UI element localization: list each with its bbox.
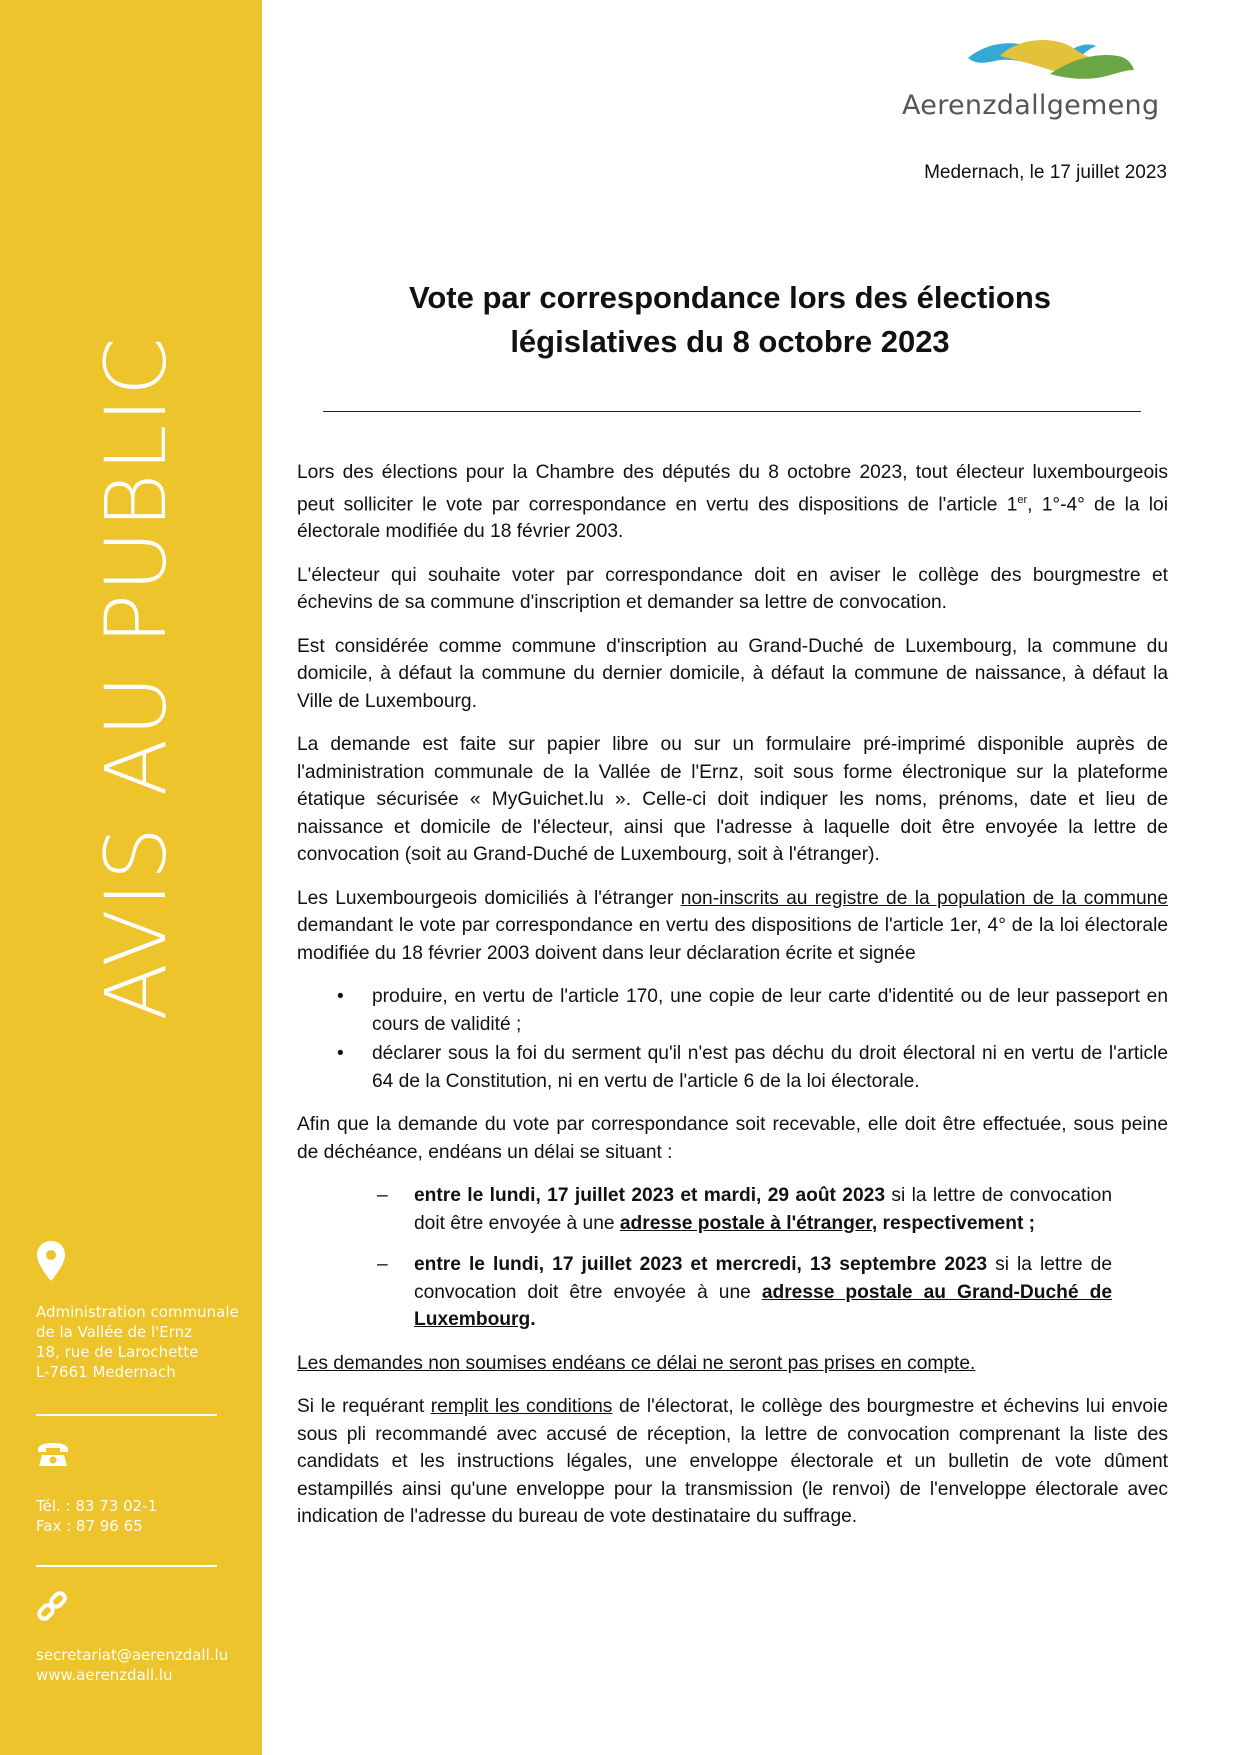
list-item-text: produire, en vertu de l'article 170, une copie de leur carte d'identité ou de leur passeport en cours de validité ; [372, 986, 1168, 1035]
paragraph: L'électeur qui souhaite voter par correspondance doit en aviser le collège des bourgmestre et échevins de sa commune d'inscription et demander sa lettre de convocation. [297, 564, 1168, 614]
paragraph [297, 459, 1168, 546]
paragraph: Afin que la demande du vote par correspondance soit recevable, elle doit être effectuée, sous peine de déchéance, endéans un délai se situant : [297, 1114, 1168, 1163]
paragraph [297, 885, 1168, 968]
address-block [36, 1302, 239, 1382]
text-run: Les Luxembourgeois domiciliés à l'étranger [297, 887, 681, 909]
list-item [297, 983, 1168, 1038]
address-line: Administration communale [36, 1303, 239, 1321]
text-run: , respectivement ; [871, 1212, 1036, 1234]
title-divider [323, 411, 1141, 412]
underlined-text: remplit les conditions [430, 1396, 613, 1418]
paragraph: La demande est faite sur papier libre ou sur un formulaire pré-imprimé disponible auprès de l'administration communale de la Vallée de l'Ernz, soit sous forme électronique sur la plateforme étatique sécurisée « MyGuichet.lu ». Celle-ci doit indiquer les noms, prénoms, date et lieu de naissance et domicile de l'électeur, ainsi que l'adresse à laquelle doit être envoyée la lettre de convocation (soit au Grand-Duché de Luxembourg, soit à l'étranger). [297, 734, 1168, 866]
deadline-dates: entre le lundi, 17 juillet 2023 et mercredi, 13 septembre 2023 [414, 1254, 988, 1276]
address-line: L-7661 Medernach [36, 1363, 176, 1381]
tel-text: Tél. : 83 73 02-1 [36, 1497, 158, 1515]
list-item [297, 1251, 1168, 1334]
list-item-text: déclarer sous la foi du serment qu'il n'est pas déchu du droit électoral ni en vertu de l'article 64 de la Constitution, ni en vertu de l'article 6 de la loi électorale. [372, 1043, 1168, 1092]
date-line: Medernach, le 17 juillet 2023 [924, 162, 1167, 183]
website-link[interactable]: www.aerenzdall.lu [36, 1666, 173, 1684]
bullet-icon: • [337, 1043, 344, 1065]
underlined-text: adresse postale à l'étranger [619, 1212, 872, 1234]
title-line: Vote par correspondance lors des élections [408, 280, 1052, 315]
notice-body [297, 459, 1168, 1547]
dash-icon: – [377, 1254, 388, 1276]
sidebar-divider [36, 1414, 217, 1416]
location-pin-icon [36, 1240, 66, 1282]
deadline-dates: entre le lundi, 17 juillet 2023 et mardi, 29 août 2023 [414, 1185, 885, 1207]
phone-icon [36, 1441, 70, 1467]
paragraph [297, 1393, 1168, 1531]
text-run: demandant le vote par correspondance en vertu des dispositions de l'article 1er, 4° de la loi électorale modifiée du 18 février 2003 doivent dans leur déclaration écrite et signée [297, 915, 1168, 964]
text-run: , 1°-4° de la loi électorale modifiée du 18 février 2003. [297, 493, 1168, 543]
page-title [300, 276, 1160, 364]
list-item [297, 1182, 1168, 1237]
link-icon [36, 1590, 68, 1622]
text-run: . [530, 1309, 536, 1331]
underlined-text: non-inscrits au registre de la population de la commune [680, 887, 1168, 909]
dash-icon: – [377, 1185, 388, 1207]
vertical-title: AVIS AU PUBLIC [87, 335, 185, 1021]
fax-text: Fax : 87 96 65 [36, 1517, 143, 1535]
address-line: 18, rue de Larochette [36, 1343, 199, 1361]
contact-web [36, 1645, 228, 1685]
requirements-list [297, 983, 1168, 1095]
text-run: de l'électorat, le collège des bourgmestre et échevins lui envoie sous pli recommandé avec accusé de réception, la lettre de convocation comprenant la liste des candidats et les instructions légales, une enveloppe électorale et un bulletin de vote dûment estampillés ainsi qu'une enveloppe pour la transmission (le renvoi) de l'enveloppe électorale avec indication de l'adresse du bureau de vote destinataire du suffrage. [297, 1396, 1168, 1528]
paragraph: Est considérée comme commune d'inscription au Grand-Duché de Luxembourg, la commune du domicile, à défaut la commune du dernier domicile, à défaut la commune de naissance, à défaut la Ville de Luxembourg. [297, 635, 1168, 712]
text-run: si la lettre de convocation doit être envoyée à une [414, 1185, 1112, 1234]
list-item [297, 1040, 1168, 1095]
underlined-text: Les demandes non soumises endéans ce délai ne seront pas prises en compte. [297, 1352, 976, 1374]
title-line: législatives du 8 octobre 2023 [510, 324, 950, 359]
text-run: si la lettre de convocation doit être envoyée à une [414, 1254, 1112, 1303]
sidebar-divider [36, 1565, 217, 1567]
underlined-text: adresse postale au Grand-Duché de Luxembourg [414, 1281, 1112, 1331]
text-run: Si le requérant [297, 1396, 431, 1418]
contact-phone [36, 1496, 157, 1536]
superscript: er [1017, 493, 1028, 506]
bullet-icon: • [337, 986, 344, 1008]
text-run: Lors des élections pour la Chambre des députés du 8 octobre 2023, tout électeur luxembourgeois peut solliciter le vote par correspondance en vertu des dispositions de l'article 1 [297, 462, 1168, 515]
paragraph [297, 1350, 1168, 1378]
logo-name: Aerenzdallgemeng [902, 90, 1160, 121]
address-line: de la Vallée de l'Ernz [36, 1323, 193, 1341]
sidebar [0, 0, 262, 1755]
email-link[interactable]: secretariat@aerenzdall.lu [36, 1646, 229, 1664]
deadline-list [297, 1182, 1168, 1334]
